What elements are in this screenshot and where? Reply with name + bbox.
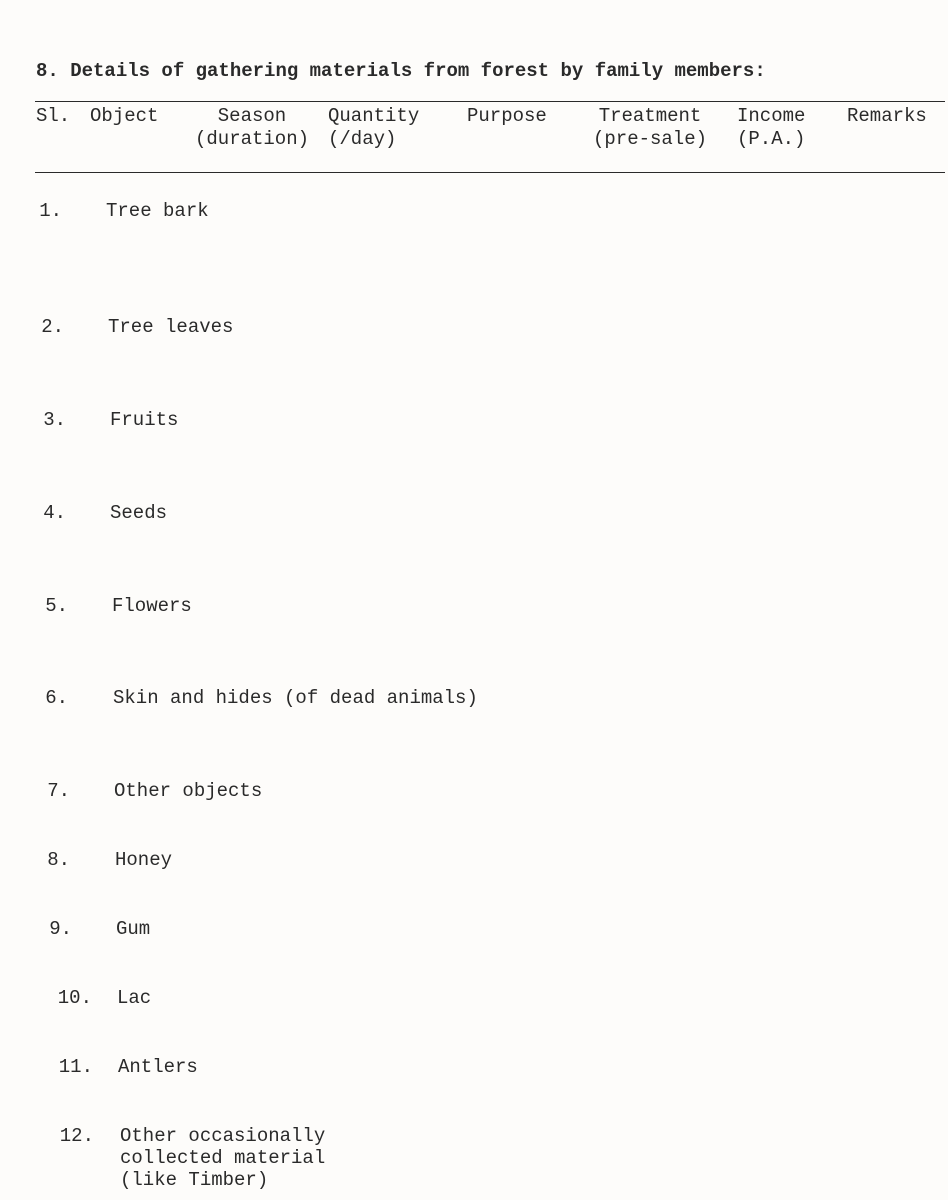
column-header-remarks: Remarks [847, 105, 927, 127]
row-object: Tree leaves [108, 316, 234, 338]
row-number: 9. [49, 918, 72, 940]
row-object: Skin and hides (of dead animals) [113, 687, 478, 709]
column-header-season: Season (duration) [194, 105, 310, 150]
header-bottom-rule [35, 172, 945, 173]
row-object: Fruits [110, 409, 179, 431]
row-number: 3. [43, 409, 66, 431]
row-number: 10. [57, 987, 92, 1009]
row-number: 11. [58, 1056, 93, 1078]
row-number: 12. [59, 1125, 94, 1147]
row-number: 6. [45, 687, 68, 709]
row-object: Seeds [110, 502, 168, 524]
column-header-sl: Sl. [36, 105, 71, 127]
column-header-purpose: Purpose [467, 105, 547, 127]
row-number: 8. [47, 849, 70, 871]
row-number: 7. [47, 780, 70, 802]
row-object: Tree bark [106, 200, 209, 222]
row-number: 5. [45, 595, 68, 617]
column-header-quantity: Quantity (/day) [328, 105, 420, 150]
header-top-rule [35, 101, 945, 102]
column-header-treatment: Treatment (pre-sale) [592, 105, 708, 150]
row-object: Gum [116, 918, 151, 940]
row-object: Honey [115, 849, 173, 871]
row-object: Antlers [118, 1056, 198, 1078]
row-number: 2. [41, 316, 64, 338]
column-header-income: Income (P.A.) [737, 105, 806, 150]
section-title: 8. Details of gathering materials from forest by family members: [36, 60, 766, 82]
row-object: Lac [117, 987, 152, 1009]
row-object: Flowers [112, 595, 192, 617]
row-number: 1. [39, 200, 62, 222]
row-object: Other objects [114, 780, 263, 802]
row-object: Other occasionally collected material (like Timber) [120, 1125, 326, 1191]
column-header-object: Object [90, 105, 159, 127]
row-number: 4. [43, 502, 66, 524]
